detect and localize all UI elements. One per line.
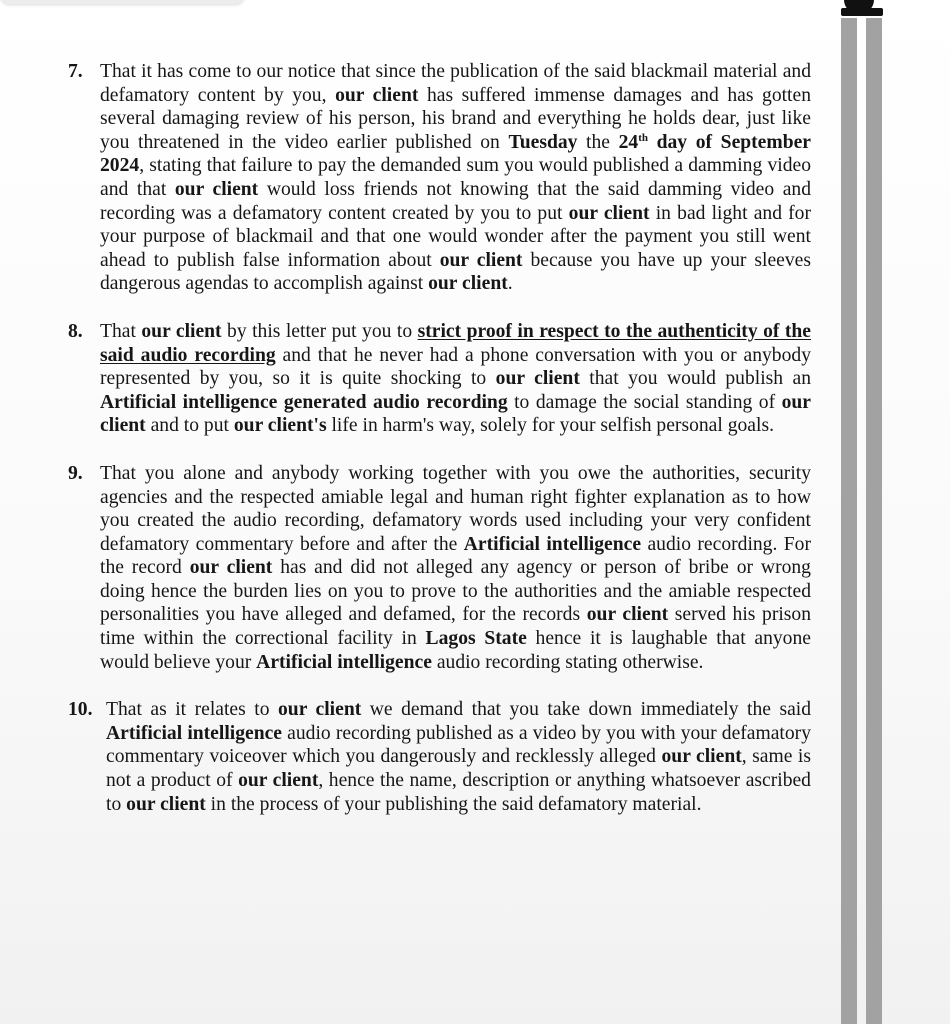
paragraph-text: we demand that you take down immediately the said <box>361 699 812 721</box>
paragraph-7 <box>66 60 811 296</box>
emphasis-text: Artificial intelligence <box>106 722 282 744</box>
emphasis-text: Lagos State <box>425 628 527 650</box>
underlined-text: strict proof in respect to the authenticity of the said audio recording <box>100 320 811 366</box>
paragraph-text: That you alone and anybody working together with you owe the authorities, security agencies and the respected amiable legal and human right fighter explanation as to how you created the audio recording, defamatory words used including your very confident defamatory commentary before and after the <box>100 462 811 555</box>
paragraph-number: 9. <box>68 462 83 484</box>
paragraph-text: , same is not a product of <box>106 746 811 792</box>
emphasis-text: Artificial intelligence generated audio recording <box>100 391 508 413</box>
top-edge-tab <box>0 0 245 4</box>
paragraph-text: in bad light and for your purpose of blackmail and that one would wonder after the payment you still went ahead to publish false information about <box>100 202 812 271</box>
paragraph-9 <box>66 462 811 674</box>
emphasis-text: our client <box>189 557 273 579</box>
paragraph-text: , stating that failure to pay the demanded sum you would published a damming video and that <box>100 155 811 200</box>
paragraph-text: in the process of your publishing the said defamatory material. <box>205 793 702 815</box>
paragraph-text: would loss friends not knowing that the said damming video and recording was a defamatory content created by you to put <box>100 178 812 224</box>
paragraph-text: served his prison time within the correctional facility in <box>100 604 812 650</box>
paragraph-number: 7. <box>68 61 83 82</box>
emphasis-text: day of September 2024 <box>100 131 811 177</box>
paragraph-text: , hence the name, description or anything whatsoever ascribed to <box>106 770 811 815</box>
emphasis-text: our client's <box>233 415 327 437</box>
paragraph-text: that you would publish an <box>579 368 811 390</box>
paragraph-text: audio recording. For the record <box>100 533 812 579</box>
paragraph-text: the <box>577 131 619 153</box>
emphasis-text: our client <box>238 770 319 792</box>
emphasis-text: 24 <box>618 131 639 153</box>
paragraph-text: by this letter put you to <box>221 320 418 342</box>
margin-stripe-right <box>866 18 882 1024</box>
emphasis-text: Artificial intelligence <box>256 651 432 673</box>
binder-clip-icon <box>841 8 883 16</box>
paragraph-text: has and did not alleged any agency or person of bribe or wrong doing hence the burden lies on you to prove to the authorities and the amiable respected personalities you have alleged and defamed, for the records <box>100 557 811 626</box>
paragraph-text: and to put <box>145 415 234 437</box>
emphasis-text: our client <box>428 273 508 295</box>
paragraph-text: has suffered immense damages and has gotten several damaging review of his person, his brand and everything he holds dear, just like you threatened in the video earlier published on <box>100 84 811 153</box>
paragraph-text: and that he never had a phone conversation with you or anybody represented by you, so it is quite shocking to <box>100 344 811 390</box>
emphasis-text: our client <box>661 746 742 768</box>
letter-body <box>66 60 811 840</box>
emphasis-text: our client <box>126 793 206 815</box>
emphasis-text: our client <box>439 249 523 271</box>
paragraph-text: . <box>507 273 513 295</box>
paragraph-8 <box>66 320 811 438</box>
emphasis-text: th <box>638 131 648 144</box>
paragraph-text: to damage the social standing of <box>507 391 782 413</box>
paragraph-text: hence it is laughable that anyone would believe your <box>100 628 811 673</box>
paragraph-text: audio recording published as a video by you with your defamatory commentary voiceover which you dangerously and recklessly alleged <box>106 722 811 768</box>
paragraph-text: audio recording stating otherwise. <box>431 651 704 673</box>
paragraph-number: 8. <box>68 320 83 342</box>
emphasis-text: our client <box>278 699 362 721</box>
paragraph-text: because you have up your sleeves dangerous agendas to accomplish against <box>100 249 811 295</box>
margin-stripe-left <box>841 18 857 1024</box>
emphasis-text: our client <box>174 178 259 200</box>
emphasis-text: Tuesday <box>508 131 578 153</box>
paragraph-text: That as it relates to <box>106 699 278 721</box>
emphasis-text: our client <box>586 604 669 626</box>
emphasis-text: our client <box>495 368 580 390</box>
emphasis-text: our client <box>335 84 419 106</box>
emphasis-text: Artificial intelligence <box>463 533 642 555</box>
paragraph-text: life in harm's way, solely for your selfish personal goals. <box>326 415 774 437</box>
paragraph-text: That it has come to our notice that since the publication of the said blackmail material and defamatory content by you, <box>100 61 811 106</box>
emphasis-text: our client <box>100 391 811 437</box>
paragraph-text: That <box>100 320 142 342</box>
paragraph-number: 10. <box>68 699 93 721</box>
emphasis-text: our client <box>568 202 650 224</box>
paragraph-10 <box>66 698 811 816</box>
emphasis-text: our client <box>141 320 222 342</box>
